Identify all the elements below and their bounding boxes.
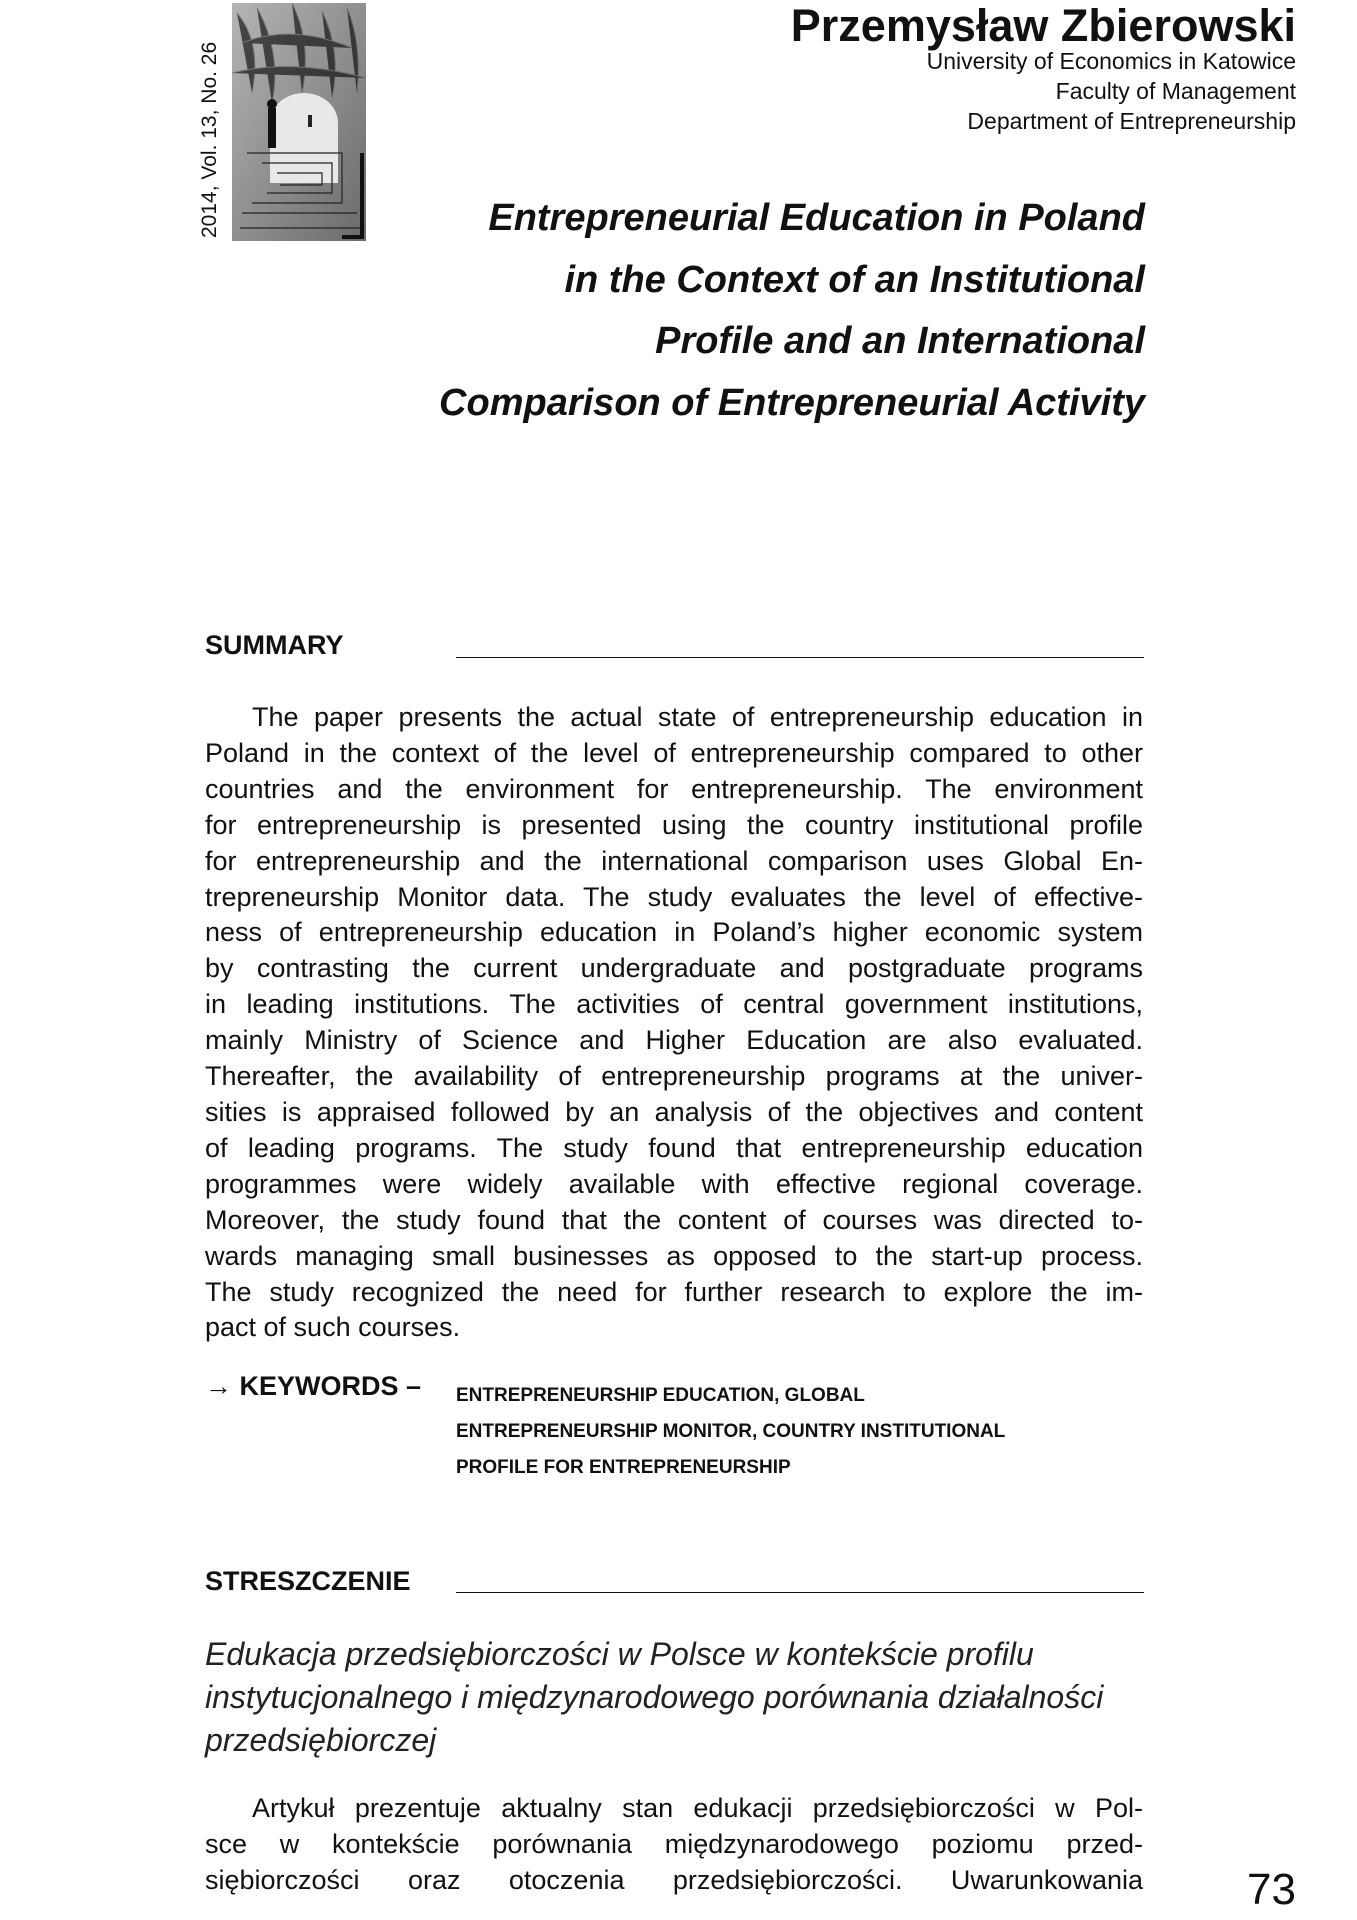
polish-title [205, 1633, 1103, 1762]
summary-heading-rule [456, 657, 1144, 658]
summary-line: Thereafter, the availability of entrepreneurship programs at the univer- [205, 1061, 1143, 1092]
summary-line: countries and the environment for entrepreneurship. The environment [205, 773, 1143, 804]
keyword-line: PROFILE FOR ENTREPRENEURSHIP [456, 1457, 791, 1478]
summary-line: by contrasting the current undergraduate and postgraduate programs [205, 953, 1143, 984]
author-affiliation-university: University of Economics in Katowice [926, 48, 1296, 74]
summary-line: programmes were widely available with effective regional coverage. [205, 1168, 1143, 1199]
summary-line: The paper presents the actual state of entrepreneurship education in [252, 702, 1143, 732]
streszczenie-heading: STRESZCZENIE [205, 1566, 411, 1596]
summary-body [205, 700, 1143, 1346]
polish-title-line: instytucjonalnego i międzynarodowego porównania działalności [205, 1679, 1104, 1715]
page-number: 73 [1247, 1865, 1296, 1914]
summary-heading: SUMMARY [205, 630, 344, 660]
summary-line: of leading programs. The study found that entrepreneurship education [205, 1132, 1143, 1163]
keyword-line: ENTREPRENEURSHIP EDUCATION, GLOBAL [456, 1385, 865, 1406]
author-name: Przemysław Zbierowski [790, 0, 1296, 51]
streszczenie-heading-rule [456, 1592, 1144, 1593]
summary-line: pact of such courses. [205, 1312, 461, 1343]
summary-line: Moreover, the study found that the content of courses was directed to- [205, 1204, 1143, 1235]
streszczenie-line: siębiorczości oraz otoczenia przedsiębiorczości. Uwarunkowania [205, 1865, 1143, 1895]
summary-line: mainly Ministry of Science and Higher Education are also evaluated. [205, 1025, 1143, 1056]
keyword-line: ENTREPRENEURSHIP MONITOR, COUNTRY INSTITUTIONAL [456, 1421, 1006, 1442]
streszczenie-line: sce w kontekście porównania międzynarodowego poziomu przed- [205, 1829, 1143, 1859]
polish-title-line: Edukacja przedsiębiorczości w Polsce w kontekście profilu [205, 1636, 1034, 1672]
title-line: in the Context of an Institutional [564, 258, 1145, 301]
polish-title-line: przedsiębiorczej [205, 1722, 437, 1758]
author-affiliation-faculty: Faculty of Management [1055, 78, 1296, 104]
summary-line: ness of entrepreneurship education in Poland’s higher economic system [205, 917, 1143, 948]
summary-line: Poland in the context of the level of entrepreneurship compared to other [205, 737, 1143, 768]
title-line: Entrepreneurial Education in Poland [488, 197, 1145, 239]
summary-line: in leading institutions. The activities of central government institutions, [205, 989, 1143, 1020]
summary-line: wards managing small businesses as opposed to the start-up process. [205, 1240, 1143, 1271]
summary-line: sities is appraised followed by an analysis of the objectives and content [205, 1096, 1143, 1127]
paper-title [325, 188, 1145, 434]
keywords-label: → KEYWORDS – [205, 1371, 422, 1401]
streszczenie-line: Artykuł prezentuje aktualny stan edukacji przedsiębiorczości w Pol- [252, 1793, 1143, 1823]
title-line: Comparison of Entrepreneurial Activity [439, 381, 1145, 424]
title-line: Profile and an International [655, 320, 1145, 362]
summary-line: for entrepreneurship is presented using the country institutional profile [205, 809, 1143, 840]
summary-line: for entrepreneurship and the international comparison uses Global En- [205, 845, 1143, 876]
streszczenie-body [205, 1790, 1143, 1898]
summary-line: trepreneurship Monitor data. The study evaluates the level of effective- [205, 881, 1143, 912]
author-affiliation-department: Department of Entrepreneurship [967, 108, 1296, 134]
summary-line: The study recognized the need for further research to explore the im- [205, 1276, 1143, 1307]
journal-volume-label: 2014, Vol. 13, No. 26 [198, 41, 221, 238]
keywords-list [456, 1378, 1005, 1486]
